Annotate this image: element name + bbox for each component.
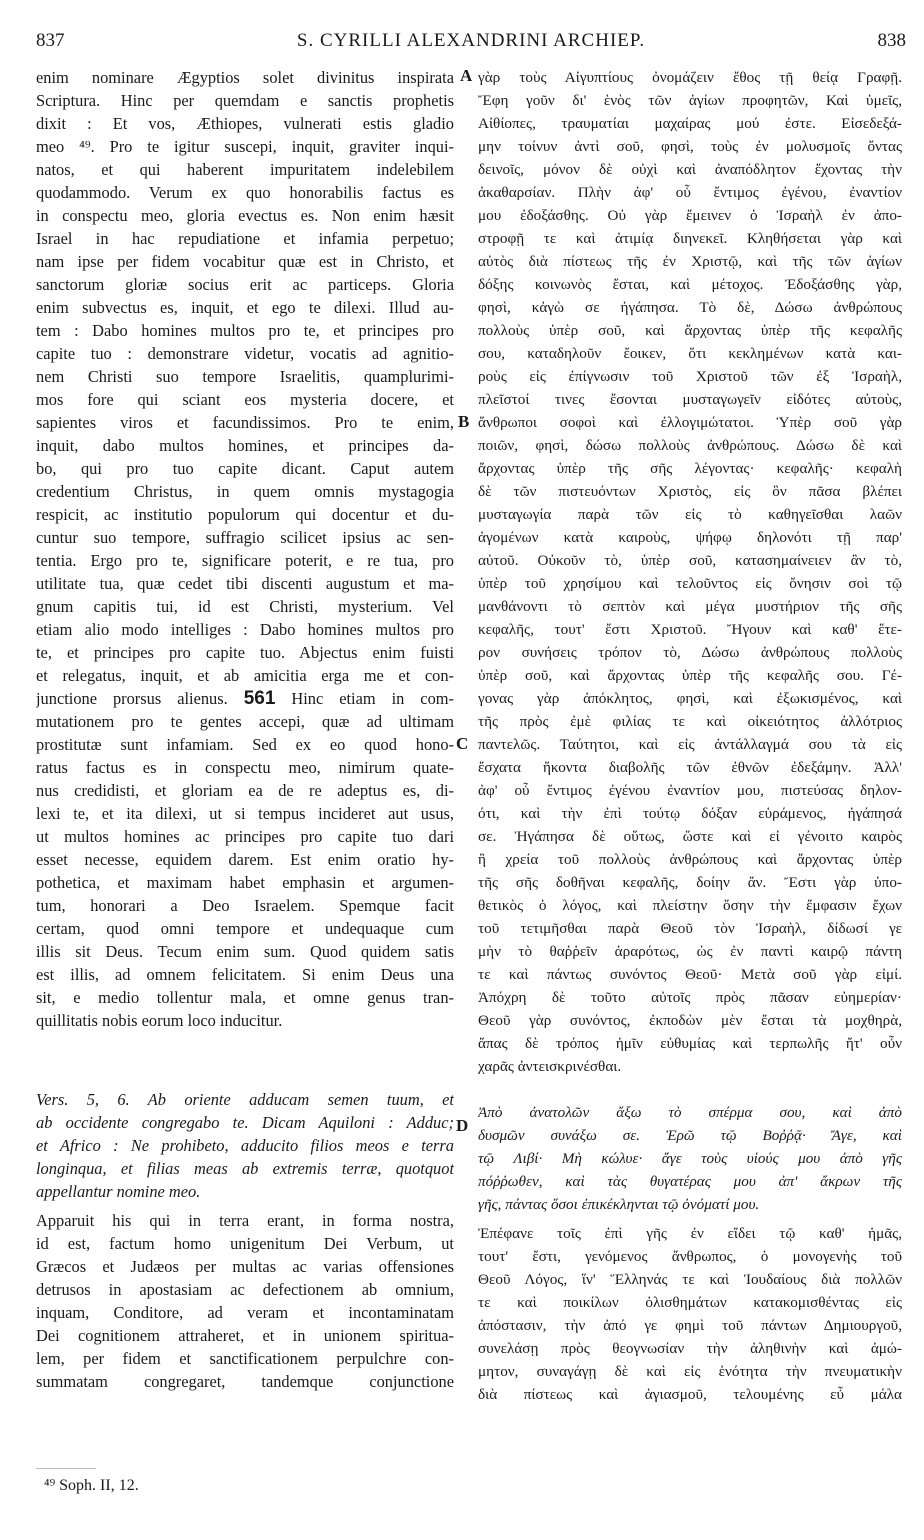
text-line: lexi te, et ita dilexi, ut si tempus incideret aut usus, [36, 804, 454, 823]
text-line: nus credidisti, et gloriam ea de re adeptus es, di- [36, 781, 454, 800]
text-line: ἄνθρωποι σοφοὶ καὶ ἐλλογιμώτατοι. Ὑπὲρ σοῦ γὰρ [478, 414, 902, 431]
text-line: mos fore qui sciant eos mysteria docere, et [36, 390, 454, 409]
text-line: capite tuo : demonstrare videtur, vocatis ad agnitio- [36, 344, 454, 363]
text-line: στροφῇ τε καὶ ἀτιμίᾳ διηνεκεῖ. Κληθήσεται γὰρ καὶ [478, 230, 902, 247]
text-line: ἀπόστασιν, τὴν ἀπό γε φημὶ τοῦ πάντων Δημιουργοῦ, [478, 1317, 902, 1334]
text-line: μου ἐδοξάσθης. Οὐ γὰρ ἔμεινεν ὁ Ἰσραὴλ ἐν ἀπο- [478, 207, 902, 224]
latin-verse-heading [36, 1088, 454, 1203]
text-line: τε καὶ ποικίλων ὀλισθημάτων κατακομισθέντας εἰς [478, 1294, 902, 1311]
text-line: te, et principes pro capite tuo. Abjectus enim fuisti [36, 643, 454, 662]
text-line: sapientes viros et facundissimos. Pro te enim, [36, 413, 454, 432]
text-line: σου, καταδηλοῦν ἔοικεν, ὅτι κεκλημένων κατὰ και- [478, 345, 902, 362]
text-line: Scriptura. Hinc per quemdam e sanctis prophetis [36, 91, 454, 110]
text-line: ἄρχοντας ὑπὲρ τῆς σῆς λέγοντας· κεφαλῆς· κεφαλὴ [478, 460, 902, 477]
verse-line: Vers. 5, 6. Ab oriente adducam semen tuum, et [36, 1090, 454, 1109]
text-line: χαρᾶς ἀντεισκρινέσθαι. [478, 1058, 622, 1075]
text-line: Israel in hac repudiatione et infamia perpetuo; [36, 229, 454, 248]
verse-line: γῆς, πάντας ὅσοι ἐπικέκληνται τῷ ὀνόματί μου. [478, 1196, 760, 1213]
text-segment: Hinc etiam in com- [275, 689, 454, 708]
text-line: lem, per fidem et sanctificationem perpulchre con- [36, 1349, 454, 1368]
margin-letter-d: D [456, 1116, 469, 1135]
text-line: utilitate tua, quæ cedet tibi discenti augustum et ma- [36, 574, 454, 593]
text-line: dixit : Et vos, Æthiopes, vulnerati estis gladio [36, 114, 454, 133]
text-line: ροὺς εἰς ἐπίγνωσιν τοῦ Χριστοῦ τῶν ἐξ Ἰσραὴλ, [478, 368, 902, 385]
text-line: τῆς πρὸς ἐμὲ φιλίας τε καὶ οἰκειότητος ἀλλότριος [478, 713, 902, 730]
text-line: Dei cognitionem attraheret, et in unionem spiritua- [36, 1326, 454, 1345]
greek-commentary [478, 1222, 902, 1406]
text-line: ἢ χρεία τοῦ πολλοὺς ἀνθρώπους καὶ ἄρχοντας ὑπὲρ [478, 851, 902, 868]
text-line: etiam alio modo intelliges : Dabo homines multos pro [36, 620, 454, 639]
text-line: respicit, ac institutio populorum qui docentur et du- [36, 505, 454, 524]
text-line: μητον, συναγάγῃ δὲ καὶ εἰς ἑνότητα τὴν πνευματικὴν [478, 1363, 902, 1380]
text-line: ἀκαθαρσίαν. Πλὴν ἀφ' οὗ ἔντιμος ἐγένου, ἐναντίον [478, 184, 902, 201]
text-line: ἀφ' οὗ ἔντιμος ἐγένου ἐναντίον μου, πιστεύσας δηλον- [478, 782, 902, 799]
text-line: tem : Dabo homines multos pro te, et principes pro [36, 321, 454, 340]
text-line: credentium Christus, in quem omnis mystagogia [36, 482, 454, 501]
footnote-rule [36, 1468, 96, 1469]
text-line: μην τοίνυν ἀντὶ σοῦ, φησὶ, τοὺς ἐν μολυσμοῖς ὄντας [478, 138, 902, 155]
text-line: παντελῶς. Ταύτητοι, καὶ εἰς ἀντάλλαγμά σου τὰ εἰς [478, 736, 902, 753]
text-line: θετικὸς ὁ λόγος, καὶ πλείστην ὅσην τὴν ἔμφασιν ἔχων [478, 897, 902, 914]
text-line: esset necesse, equidem darem. Est enim oratio hy- [36, 850, 454, 869]
text-line: τῆς σῆς δοθῆναι κεφαλῆς, δοίην ἄν. Ἔστι γὰρ ὑπο- [478, 874, 902, 891]
text-line: nem Christi suo tempore Israelitis, quamplurimi- [36, 367, 454, 386]
text-line: tum, honorari a Deo Israelem. Spemque facit [36, 896, 454, 915]
text-line: cuntur suo tempore, suffragio scilicet ipsius ac sen- [36, 528, 454, 547]
text-line: Ἔφη γοῦν δι' ἑνὸς τῶν ἁγίων προφητῶν, Καὶ ὑμεῖς, [478, 92, 902, 109]
text-line: pothetica, et maximam habet emphasin et argumen- [36, 873, 454, 892]
text-line: Θεοῦ γὰρ συνόντος, ἐκποδὼν μὲν ἔσται τὰ μοχθηρὰ, [478, 1012, 902, 1029]
margin-letter-a: A [460, 66, 473, 85]
text-line: Θεοῦ Λόγος, ἵν' Ἕλληνάς τε καὶ Ἰουδαίους διὰ πολλῶν [478, 1271, 902, 1288]
margin-letter-c: C [456, 734, 469, 753]
text-line: certam, quod omni tempore et undequaque cum [36, 919, 454, 938]
text-line: Apparuit his qui in terra erant, in forma nostra, [36, 1211, 454, 1230]
text-line: Αἰθίοπες, τραυματίαι μαχαίρας μού ἐστε. Εἰσεδεξά- [478, 115, 902, 132]
verse-line: ab occidente congregabo te. Dicam Aquiloni : Adduc; [36, 1113, 454, 1132]
text-line: inquit, dabo multos homines, et principes da- [36, 436, 454, 455]
text-line: τε καὶ πάντως συνόντος Θεοῦ· Μετὰ σοῦ γὰρ εἰμί. [478, 966, 902, 983]
text-line: πλεῖστοί τινες ἔσονται μυσταγωγεῖν εἰδότες αὐτοὺς, [478, 391, 902, 408]
text-line: ἔσχατα ἥκοντα διαβολῆς τῶν ἐθνῶν ἐδεξάμην. Ἀλλ' [478, 759, 902, 776]
text-line: inquam, Conditore, ad veram et incontaminatam [36, 1303, 454, 1322]
text-line: δεινοῖς, μόνον δὲ οὐχὶ καὶ ἀναπόδλητον ἔχοντας τὴν [478, 161, 902, 178]
text-line: ὑπὲρ τοῦ χρησίμου καὶ τελοῦντος εἰς ὄνησιν σοὶ τῷ [478, 575, 902, 592]
text-line: nam ipse per fidem vocabitur quæ est in Christo, et [36, 252, 454, 271]
latin-column [36, 66, 454, 1393]
page-number-right: 838 [877, 30, 906, 51]
verse-line: πόῤῥωθεν, καὶ τὰς θυγατέρας μου ἀπ' ἄκρων τῆς [478, 1173, 902, 1190]
latin-commentary [36, 1209, 454, 1393]
text-line: enim nominare Ægyptios solet divinitus inspirata [36, 68, 454, 87]
text-line: mutationem pro te gentes accepi, quæ ad ultimam [36, 712, 454, 731]
text-line: detrusos in apostasiam ac defectionem ab omnium, [36, 1280, 454, 1299]
text-line: Ἀπόχρη δὲ τοῦτο αὐτοῖς πρὸς πᾶσαν εὐημερίαν· [478, 989, 902, 1006]
text-line: γονας γὰρ ἀπόκλητος, φησὶ, καὶ ἐξωκισμένος, καὶ [478, 690, 902, 707]
running-header [36, 30, 906, 58]
page-marker: 561 [243, 688, 276, 709]
text-line: διὰ πίστεως καὶ ἁγιασμοῦ, τελουμένης εὖ μάλα [478, 1386, 902, 1403]
text-line: summatam congregaret, tandemque conjunctione [36, 1372, 454, 1391]
text-line: sanctorum gloriæ socius erit ac particeps. Gloria [36, 275, 454, 294]
text-line: δὲ τῶν πιστευόντων Χριστὸς, εἰς ὃν πᾶσα βλέπει [478, 483, 902, 500]
verse-line: δυσμῶν συνάξω σε. Ἐρῶ τῷ Βοῤῥᾷ· Ἄγε, καὶ [478, 1127, 902, 1144]
text-line: ρον συνήσεις τρόπον τὸ, Δώσω ἀνθρώπους πολλοὺς [478, 644, 902, 661]
text-line: illis sit Deus. Tecum enim sum. Quod quidem satis [36, 942, 454, 961]
text-line: τοῦ τετιμῆσθαι παρὰ Θεοῦ τὸν Ἰσραὴλ, δίδωσί γε [478, 920, 902, 937]
text-line: ratus factus es in conspectu meo, nimirum quate- [36, 758, 454, 777]
margin-letter-b: B [458, 412, 470, 431]
text-line: natos, et qui haberent impuritatem indelebilem [36, 160, 454, 179]
text-line: ἅπας δὲ τρόπος ἡμῖν εὐθυμίας καὶ τερπωλῆς ἤτ' οὖν [478, 1035, 902, 1052]
text-line: id est, factum homo unigenitum Dei Verbum, ut [36, 1234, 454, 1253]
text-line: φησὶ, κἀγὼ σε ἠγάπησα. Τὸ δὲ, Δώσω ἀνθρώπους [478, 299, 902, 316]
text-line: δόξης κοινωνὸς ἔσται, καὶ μέτοχος. Ἐδοξάσθης γὰρ, [478, 276, 902, 293]
latin-paragraph [36, 66, 454, 1032]
text-line: sit, e medio tollentur mala, et omne genus tran- [36, 988, 454, 1007]
text-line: gnum capitis tui, id est Christi, mysterium. Vel [36, 597, 454, 616]
text-line: ὑπὲρ σοῦ, καὶ ἄρχοντας ὑπὲρ τῆς κεφαλῆς σου. Γέ- [478, 667, 902, 684]
text-line: ἀγομένων κατὰ καιροὺς, ψήφῳ δηλονότι τῇ παρ' [478, 529, 902, 546]
text-line: bo, qui pro tuo capite dicant. Caput autem [36, 459, 454, 478]
running-title: S. CYRILLI ALEXANDRINI ARCHIEP. [296, 30, 646, 51]
text-line: tentia. Ergo pro te, significare poterit, e re tua, pro [36, 551, 454, 570]
text-line: συνελάσῃ πρὸς θεογνωσίαν τὴν ἀληθινὴν καὶ ἀμώ- [478, 1340, 902, 1357]
verse-line: longinqua, et filias meas ab extremis terræ, quotquot [36, 1159, 454, 1178]
text-line: αὐτὸς διὰ πίστεως τῆς ἐν Χριστῷ, καὶ τῆς τῶν ἁγίων [478, 253, 902, 270]
greek-column [478, 66, 902, 1406]
text-line: μυσταγωγία παρὰ τῶν εἰς τὸ καθηγεῖσθαι λαῶν [478, 506, 902, 523]
text-line: ότι, καὶ τὴν ἐπὶ τούτῳ δόξαν εὑράμενος, ἠγάπησά [478, 805, 902, 822]
verse-line: et Africo : Ne prohibeto, adducito filios meos e terra [36, 1136, 454, 1155]
text-line: et relegatus, inquit, et ab amicitia erga me et con- [36, 666, 454, 685]
text-line: meo ⁴⁹. Pro te igitur suscepi, inquit, graviter inqui- [36, 137, 454, 156]
text-line: prostitutæ sunt infamiam. Sed ex eo quod hono- [36, 735, 454, 754]
text-line: τουτ' ἔστι, γενόμενος ἄνθρωπος, ὁ μονογενὴς τοῦ [478, 1248, 902, 1265]
page-number-left: 837 [36, 30, 65, 51]
text-line-with-page-marker [36, 687, 454, 710]
text-line: quodammodo. Verum ex quo honorabilis factus es [36, 183, 454, 202]
footnote: ⁴⁹ Soph. II, 12. [44, 1477, 139, 1494]
text-line: est illis, ad omnem felicitatem. Si enim Deus una [36, 965, 454, 984]
verse-line: τῷ Λιβί· Μὴ κώλυε· ἄγε τοὺς υἱούς μου ἀπὸ γῆς [478, 1150, 902, 1167]
text-line: Ἐπέφανε τοῖς ἐπὶ γῆς ἐν εἴδει τῷ καθ' ἡμᾶς, [478, 1225, 902, 1242]
text-line: μανθάνοντι τὸ σεπτὸν καὶ μέγα μυστήριον τῆς σῆς [478, 598, 902, 615]
text-line: quillitatis nobis eorum loco inducitur. [36, 1011, 283, 1030]
text-line: ut multos homines ac principes pro capite tuo dari [36, 827, 454, 846]
greek-verse-heading [478, 1101, 902, 1216]
text-segment: junctione prorsus alienus. [36, 689, 228, 708]
text-line: σε. Ἠγάπησα δὲ οὕτως, ὥστε καὶ εἰ γένοιτο καιρὸς [478, 828, 902, 845]
text-line: γὰρ τοὺς Αἰγυπτίους ὀνομάζειν ἔθος τῇ θείᾳ Γραφῇ. [478, 69, 902, 86]
verse-line: appellantur nomine meo. [36, 1182, 201, 1201]
text-line: μὴν τὸ θαῤῥεῖν ἀραρότως, ὡς ἐν παντὶ καιρῷ πάντη [478, 943, 902, 960]
text-line: πολλοὺς ὑπὲρ σοῦ, καὶ ἄρχοντας ὑπὲρ τῆς κεφαλῆς [478, 322, 902, 339]
text-line: αὐτοῦ. Οὐκοῦν τὸ, ὑπὲρ σοῦ, κατασημαίνειεν ἂν τὸ, [478, 552, 902, 569]
text-line: ποιῶν, φησὶ, δώσω πολλοὺς ἀνθρώπους. Δώσω δὲ καὶ [478, 437, 902, 454]
verse-line: Ἀπὸ ἀνατολῶν ἄξω τὸ σπέρμα σου, καὶ ἀπὸ [478, 1104, 902, 1121]
text-line: Græcos et Judæos per multas ac varias offensiones [36, 1257, 454, 1276]
text-line: enim subvectus es, inquit, et ego te dilexi. Illud au- [36, 298, 454, 317]
text-line: in conspectu meo, gloria evectus es. Non enim hæsit [36, 206, 454, 225]
text-line: κεφαλῆς, τουτ' ἔστι Χριστοῦ. Ἤγουν καὶ καθ' ἕτε- [478, 621, 902, 638]
greek-paragraph [478, 66, 902, 1078]
